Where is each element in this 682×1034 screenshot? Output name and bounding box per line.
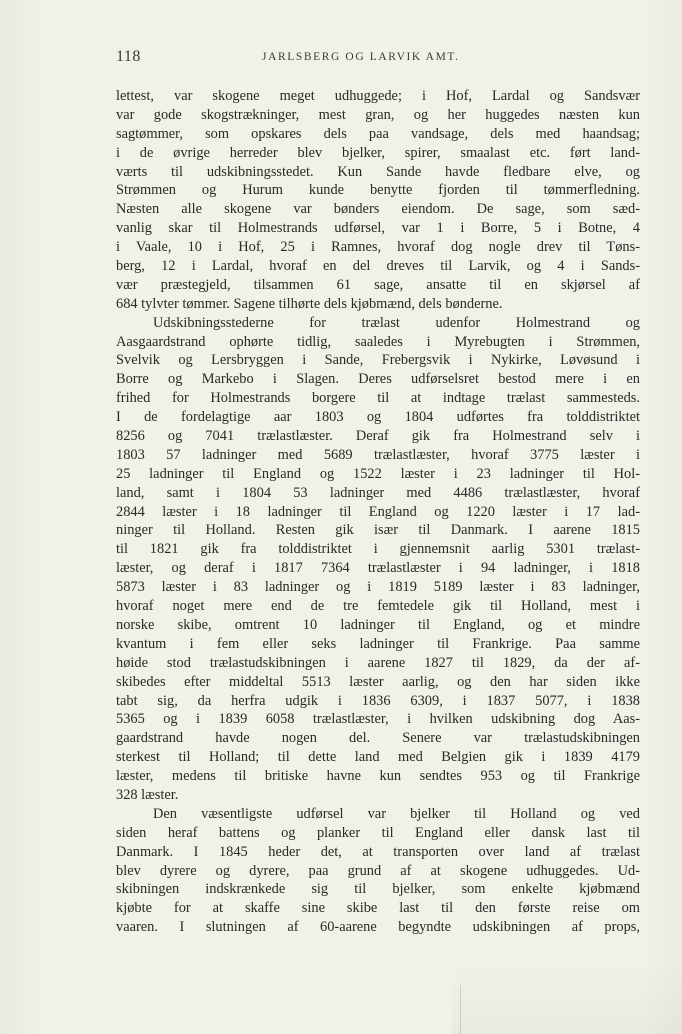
text-line: værts til udskibningsstedet. Kun Sande havde fledbare elve, og <box>116 163 640 180</box>
text-line: skibningen indskrænkede sig til bjelker, som enkelte kjøbmænd <box>116 881 640 898</box>
page-number: 118 <box>116 48 141 65</box>
page-corner-shadow <box>452 964 682 1034</box>
text-line: Borre og Markebo i Slagen. Deres udførselsret bestod mere i en <box>116 371 640 388</box>
page-header <box>116 46 640 72</box>
text-line: var gode skogstrækninger, mest gran, og her huggedes næsten kun <box>116 106 640 123</box>
text-line: siden heraf battens og planker til England eller dansk last til <box>116 824 640 841</box>
paragraph-start-line: Den væsentligste udførsel var bjelker til Holland og ved <box>153 805 640 822</box>
text-line: Aasgaardstrand ophørte tidlig, saaledes i Myrebugten i Strømmen, <box>116 333 640 350</box>
text-line: blev dyrere og dyrere, paa grund af at skogene udhuggedes. Ud- <box>116 862 640 879</box>
text-line: Næsten alle skogene var bønders eiendom. De sage, som sæd- <box>116 201 640 218</box>
text-line: 684 tylvter tømmer. Sagene tilhørte dels kjøbmænd, dels bønderne. <box>116 295 503 312</box>
text-line: i Vaale, 10 i Hof, 25 i Ramnes, hvoraf dog nogle drev til Tøns- <box>116 239 640 256</box>
text-line: lettest, var skogene meget udhuggede; i Hof, Lardal og Sandsvær <box>116 88 640 104</box>
text-line: 2844 læster i 18 ladninger til England og 1220 læster i 17 lad- <box>116 503 640 520</box>
text-line: 8256 og 7041 trælastlæster. Deraf gik fra Holmestrand selv i <box>116 428 640 445</box>
text-line: vær præstegjeld, tilsammen 61 sage, ansatte til en skjørsel af <box>116 276 640 293</box>
text-line: 5365 og i 1839 6058 trælastlæster, i hvilken udskibning dog Aas- <box>116 711 640 728</box>
text-line: sterkest til Holland; til dette land med Belgien gik i 1839 4179 <box>116 749 640 766</box>
text-line: frihed for Holmestrands borgere til at indtage trælast sammesteds. <box>116 390 640 407</box>
text-line: vanlig skar til Holmestrands udførsel, var 1 i Borre, 5 i Botne, 4 <box>116 220 640 237</box>
text-line: Danmark. I 1845 heder det, at transporten over land af trælast <box>116 843 640 860</box>
text-line: I de fordelagtige aar 1803 og 1804 udførtes fra tolddistriktet <box>116 409 640 426</box>
text-line: 5873 læster i 83 ladninger og i 1819 5189 læster i 83 ladninger, <box>116 579 640 596</box>
text-line: 328 læster. <box>116 786 179 803</box>
text-line: læster, og deraf i 1817 7364 trælastlæster i 94 ladninger, i 1818 <box>116 560 640 577</box>
text-line: hvoraf noget mere end de tre femtedele gik til Holland, mest i <box>116 598 640 615</box>
text-line: tabt sig, da herfra udgik i 1836 6309, i 1837 5077, i 1838 <box>116 692 640 709</box>
text-line: sagtømmer, som opskares dels paa vandsage, dels med haandsag; <box>116 125 640 142</box>
text-line: til 1821 gik fra tolddistriktet i gjennemsnit aarlig 5301 trælast- <box>116 541 640 558</box>
text-line: gaardstrand havde nogen del. Senere var trælastudskibningen <box>116 730 640 747</box>
text-line: i de øvrige herreder blev bjelker, spirer, smaalast etc. ført land- <box>116 144 640 161</box>
text-line: Svelvik og Lersbryggen i Sande, Frebergsvik i Nykirke, Løvøsund i <box>116 352 640 369</box>
text-line: land, samt i 1804 53 ladninger med 4486 trælastlæster, hvoraf <box>116 484 640 501</box>
text-line: Strømmen og Hurum kunde benytte fjorden til tømmerfledning. <box>116 182 640 199</box>
page-corner-edge <box>460 985 461 1034</box>
text-line: ninger til Holland. Resten gik især til Danmark. I aarene 1815 <box>116 522 640 539</box>
text-line: kjøbte for at skaffe sine skibe last til den første reise om <box>116 900 640 917</box>
text-line: læster, medens til britiske havne kun sendtes 953 og til Frankrige <box>116 768 640 785</box>
text-line: 1803 57 ladninger med 5689 trælastlæster, hvoraf 3775 læster i <box>116 446 640 463</box>
text-line: norske skibe, omtrent 10 ladninger til England, og et mindre <box>116 616 640 633</box>
paragraph-start-line: Udskibningsstederne for trælast udenfor Holmestrand og <box>153 314 640 331</box>
text-line: 25 ladninger til England og 1522 læster i 23 ladninger til Hol- <box>116 465 640 482</box>
text-line: høide stod trælastudskibningen i aarene 1827 til 1829, da der af- <box>116 654 640 671</box>
text-line: skibedes efter middeltal 5513 læster aarlig, og den har siden ikke <box>116 673 640 690</box>
body-text <box>116 87 640 937</box>
running-title: JARLSBERG OG LARVIK AMT. <box>262 51 460 63</box>
text-line: kvantum i fem eller seks ladninger til Frankrige. Paa samme <box>116 635 640 652</box>
text-line: berg, 12 i Lardal, hvoraf en del dreves til Larvik, og 4 i Sands- <box>116 258 640 275</box>
text-line: vaaren. I slutningen af 60-aarene begyndte udskibningen af props, <box>116 919 640 936</box>
